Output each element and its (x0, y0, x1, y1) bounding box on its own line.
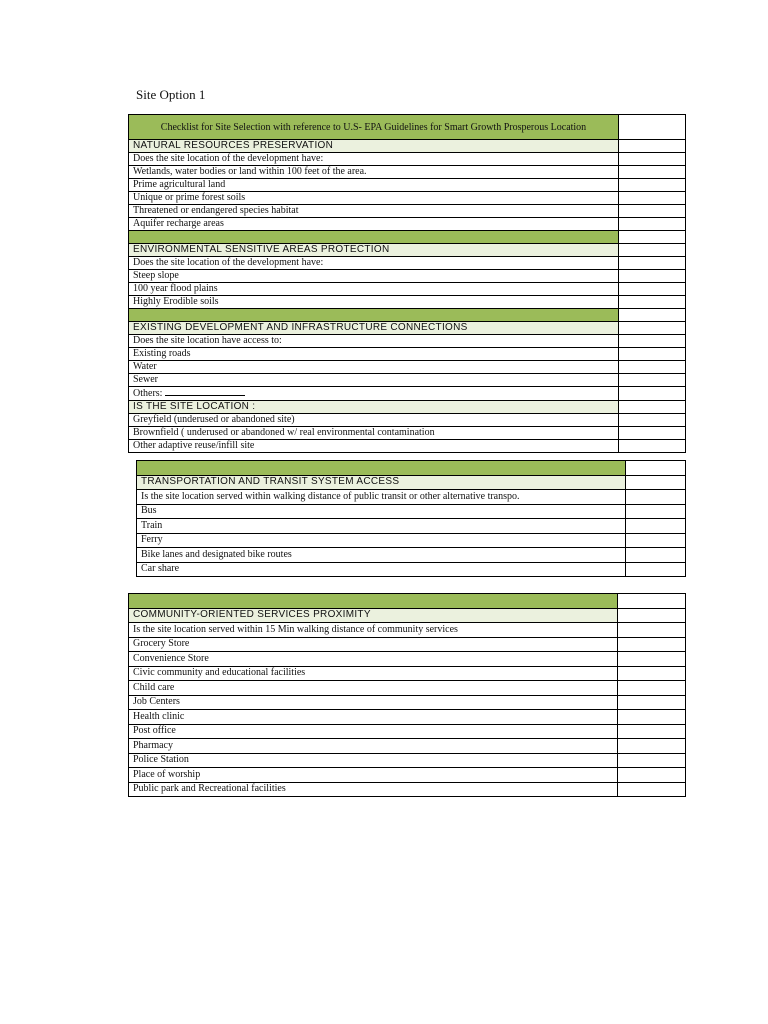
section-title: TRANSPORTATION AND TRANSIT SYSTEM ACCESS (137, 475, 626, 490)
check-cell[interactable] (618, 695, 686, 710)
check-cell[interactable] (626, 533, 686, 548)
check-cell[interactable] (619, 218, 686, 231)
section-title: EXISTING DEVELOPMENT AND INFRASTRUCTURE CONNECTIONS (129, 322, 619, 335)
check-cell[interactable] (619, 192, 686, 205)
community-services-checklist-table (128, 593, 686, 797)
section-existing-development (129, 322, 686, 335)
check-cell[interactable] (619, 414, 686, 427)
table-row (129, 695, 686, 710)
check-cell[interactable] (619, 283, 686, 296)
row-label: Health clinic (129, 710, 618, 725)
row-label: Car share (137, 562, 626, 577)
table-row (129, 387, 686, 401)
row-label: Unique or prime forest soils (129, 192, 619, 205)
row-label: Greyfield (underused or abandoned site) (129, 414, 619, 427)
table-row (129, 361, 686, 374)
table-row (129, 724, 686, 739)
section-title: ENVIRONMENTAL SENSITIVE AREAS PROTECTION (129, 244, 619, 257)
divider-band-cell (129, 594, 618, 609)
check-cell[interactable] (626, 504, 686, 519)
others-blank-line[interactable] (165, 387, 245, 396)
section-title: IS THE SITE LOCATION : (129, 401, 619, 414)
divider-band (129, 594, 686, 609)
check-cell[interactable] (618, 782, 686, 797)
check-cell[interactable] (619, 166, 686, 179)
divider-band-cell (137, 461, 626, 476)
check-cell[interactable] (619, 140, 686, 153)
divider-band (129, 309, 686, 322)
table-row (129, 623, 686, 638)
row-label: Is the site location served within 15 Min walking distance of community services (129, 623, 618, 638)
row-label: Is the site location served within walking distance of public transit or other alternative transpo. (137, 490, 626, 505)
row-label: Post office (129, 724, 618, 739)
table-row (129, 414, 686, 427)
check-cell[interactable] (618, 710, 686, 725)
table-row (137, 490, 686, 505)
row-label: Threatened or endangered species habitat (129, 205, 619, 218)
check-cell[interactable] (619, 401, 686, 414)
check-cell[interactable] (626, 562, 686, 577)
checklist-header: Checklist for Site Selection with reference to U.S- EPA Guidelines for Smart Growth Prosperous Location (129, 115, 619, 140)
row-label: Aquifer recharge areas (129, 218, 619, 231)
check-cell[interactable] (619, 179, 686, 192)
checklist-header-blank (619, 115, 686, 140)
table-row (129, 205, 686, 218)
table-row (129, 257, 686, 270)
table-row (129, 440, 686, 453)
table-row (129, 753, 686, 768)
check-cell[interactable] (619, 387, 686, 401)
row-label: Other adaptive reuse/infill site (129, 440, 619, 453)
row-label: Grocery Store (129, 637, 618, 652)
table-row (129, 666, 686, 681)
check-cell[interactable] (618, 666, 686, 681)
table-row (129, 283, 686, 296)
row-label: Public park and Recreational facilities (129, 782, 618, 797)
check-cell[interactable] (618, 768, 686, 783)
check-cell[interactable] (619, 322, 686, 335)
row-label: Child care (129, 681, 618, 696)
row-label: Prime agricultural land (129, 179, 619, 192)
divider-band (137, 461, 686, 476)
section-title: NATURAL RESOURCES PRESERVATION (129, 140, 619, 153)
section-title: COMMUNITY-ORIENTED SERVICES PROXIMITY (129, 608, 618, 623)
table-row (129, 153, 686, 166)
table-row (137, 519, 686, 534)
table-row (129, 681, 686, 696)
row-label: Bus (137, 504, 626, 519)
row-label: Place of worship (129, 768, 618, 783)
check-cell[interactable] (626, 519, 686, 534)
table-row (129, 710, 686, 725)
row-label: Steep slope (129, 270, 619, 283)
checklist-header-row (129, 115, 686, 140)
check-cell[interactable] (619, 427, 686, 440)
page-title: Site Option 1 (136, 87, 206, 102)
table-row (129, 427, 686, 440)
check-cell[interactable] (618, 652, 686, 667)
table-row (129, 348, 686, 361)
check-cell[interactable] (618, 681, 686, 696)
row-label: Others: (133, 388, 163, 399)
check-cell[interactable] (619, 270, 686, 283)
site-selection-checklist-table (128, 114, 686, 453)
divider-band-cell (129, 309, 619, 322)
row-label: Brownfield ( underused or abandoned w/ real environmental contamination (129, 427, 619, 440)
row-label: 100 year flood plains (129, 283, 619, 296)
section-community-services (129, 608, 686, 623)
table-row (129, 179, 686, 192)
check-cell[interactable] (618, 637, 686, 652)
check-cell[interactable] (619, 257, 686, 270)
check-cell[interactable] (618, 739, 686, 754)
row-label: Wetlands, water bodies or land within 100 feet of the area. (129, 166, 619, 179)
table-row (137, 504, 686, 519)
transportation-checklist-table (136, 460, 686, 577)
check-cell[interactable] (619, 205, 686, 218)
row-label: Job Centers (129, 695, 618, 710)
section-natural-resources (129, 140, 686, 153)
row-label: Does the site location of the development have: (129, 153, 619, 166)
row-label: Bike lanes and designated bike routes (137, 548, 626, 563)
row-label: Sewer (129, 374, 619, 387)
section-environmental (129, 244, 686, 257)
row-label-others (129, 387, 619, 401)
check-cell (619, 231, 686, 244)
check-cell[interactable] (619, 244, 686, 257)
table-row (129, 374, 686, 387)
check-cell (626, 461, 686, 476)
row-label: Pharmacy (129, 739, 618, 754)
row-label: Train (137, 519, 626, 534)
table-row (129, 782, 686, 797)
check-cell[interactable] (619, 374, 686, 387)
check-cell[interactable] (618, 724, 686, 739)
check-cell[interactable] (626, 490, 686, 505)
table-row (129, 652, 686, 667)
row-label: Police Station (129, 753, 618, 768)
check-cell[interactable] (626, 548, 686, 563)
check-cell (618, 594, 686, 609)
divider-band (129, 231, 686, 244)
check-cell[interactable] (619, 335, 686, 348)
table-row (129, 270, 686, 283)
table-row (129, 637, 686, 652)
row-label: Water (129, 361, 619, 374)
check-cell[interactable] (619, 361, 686, 374)
table-row (129, 192, 686, 205)
check-cell[interactable] (619, 296, 686, 309)
row-label: Existing roads (129, 348, 619, 361)
table-row (129, 335, 686, 348)
table-row (129, 296, 686, 309)
table-row (137, 533, 686, 548)
check-cell[interactable] (618, 753, 686, 768)
row-label: Ferry (137, 533, 626, 548)
row-label: Does the site location have access to: (129, 335, 619, 348)
row-label: Highly Erodible soils (129, 296, 619, 309)
check-cell (619, 309, 686, 322)
check-cell[interactable] (618, 608, 686, 623)
check-cell[interactable] (619, 348, 686, 361)
check-cell[interactable] (619, 440, 686, 453)
row-label: Convenience Store (129, 652, 618, 667)
section-transportation (137, 475, 686, 490)
divider-band-cell (129, 231, 619, 244)
check-cell[interactable] (619, 153, 686, 166)
row-label: Civic community and educational facilities (129, 666, 618, 681)
row-label: Does the site location of the development have: (129, 257, 619, 270)
table-row (129, 218, 686, 231)
table-row (129, 768, 686, 783)
table-row (137, 548, 686, 563)
table-row (129, 166, 686, 179)
section-site-location (129, 401, 686, 414)
check-cell[interactable] (618, 623, 686, 638)
table-row (129, 739, 686, 754)
check-cell[interactable] (626, 475, 686, 490)
table-row (137, 562, 686, 577)
